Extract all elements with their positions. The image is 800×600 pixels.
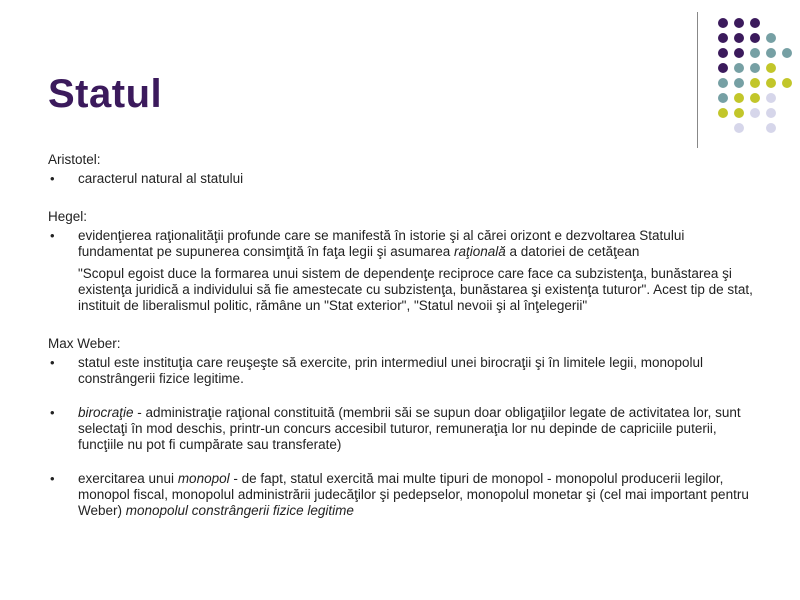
section-label-weber: Max Weber: xyxy=(48,336,121,351)
bullet-text: evidenţierea raţionalităţii profunde care se manifestă în istorie şi al cărei orizont e dezvoltarea Statului fundamentat pe supunerea consimţită în faţa legii şi asumarea xyxy=(78,228,685,259)
decorative-dot xyxy=(750,93,760,103)
decorative-dot xyxy=(766,78,776,88)
decorative-dot xyxy=(750,78,760,88)
bullet-item xyxy=(48,228,760,260)
decorative-dot xyxy=(734,33,744,43)
decorative-dot xyxy=(782,48,792,58)
section-label-aristotel: Aristotel: xyxy=(48,152,101,167)
decorative-dot xyxy=(766,48,776,58)
slide-body xyxy=(48,152,760,519)
decorative-dot xyxy=(734,18,744,28)
bullet-item xyxy=(48,405,760,453)
decorative-dot xyxy=(718,48,728,58)
bullet-text-emphasis: monopol xyxy=(177,471,230,486)
decorative-dot xyxy=(718,33,728,43)
bullet-icon: • xyxy=(50,228,55,243)
bullet-text: caracterul natural al statului xyxy=(78,171,244,186)
decorative-dot xyxy=(734,123,744,133)
bullet-item xyxy=(48,171,760,187)
bullet-icon: • xyxy=(50,171,55,186)
bullet-text-emphasis: monopolul constrângerii fizice legitime xyxy=(125,503,354,518)
slide-title: Statul xyxy=(48,72,163,116)
decorative-dot xyxy=(750,18,760,28)
bullet-text-emphasis: birocraţie xyxy=(78,405,134,420)
bullet-text: a datoriei de cetăţean xyxy=(505,244,640,259)
decorative-dot xyxy=(734,63,744,73)
decorative-dot xyxy=(718,108,728,118)
bullet-icon: • xyxy=(50,355,55,370)
section-label-hegel: Hegel: xyxy=(48,209,88,224)
bullet-text: statul este instituţia care reuşeşte să exercite, prin intermediul unei birocraţii şi în limitele legii, monopolul constrângerii fizice legitime. xyxy=(78,355,704,386)
decorative-dot xyxy=(766,33,776,43)
decorative-dot xyxy=(718,78,728,88)
decorative-dot xyxy=(718,93,728,103)
decorative-dot xyxy=(750,108,760,118)
bullet-item xyxy=(48,355,760,387)
decorative-dot xyxy=(718,18,728,28)
bullet-icon: • xyxy=(50,405,55,420)
bullet-text-emphasis: raţională xyxy=(453,244,506,259)
bullet-text: - administraţie raţional constituită (membrii săi se supun doar obligaţiilor legate de activitatea lor, sunt selectaţi în mod deschis, printr-un concurs accesibil tuturor, remuneraţia lor nu depinde de capriciile puterii, funcţiile nu pot fi cumpărate sau transferate) xyxy=(78,405,741,452)
bullet-item xyxy=(48,471,760,519)
decorative-dot xyxy=(782,78,792,88)
decorative-dot xyxy=(750,33,760,43)
decorative-dot xyxy=(718,63,728,73)
decorative-dot xyxy=(750,63,760,73)
hegel-quote: "Scopul egoist duce la formarea unui sistem de dependenţe reciproce care face ca subzistenţa, bunăstarea şi existenţa juridică a individului să fie amestecate cu subzistenţa, bunăstarea şi existenţa tuturor". Acest tip de stat, instituit de liberalismul politic, rămâne un "Stat exterior", "Statul nevoii şi al înţelegerii" xyxy=(78,266,753,313)
decorative-dot xyxy=(766,93,776,103)
decorative-dot xyxy=(750,48,760,58)
decorative-dot xyxy=(766,108,776,118)
decorative-dot xyxy=(766,63,776,73)
decorative-dot xyxy=(734,78,744,88)
decorative-dot xyxy=(766,123,776,133)
decorative-dot xyxy=(734,48,744,58)
decorative-vertical-line xyxy=(697,12,698,148)
decorative-dot xyxy=(734,93,744,103)
decorative-dot xyxy=(734,108,744,118)
bullet-text: exercitarea unui xyxy=(78,471,178,486)
bullet-icon: • xyxy=(50,471,55,486)
bullet-text: - de fapt, statul exercită mai multe tipuri de monopol - monopolul producerii legilor, monopol fiscal, monopolul administrării judecăţilor şi pedepselor, monopolul monetar şi (cel mai important pentru Weber) xyxy=(78,471,749,518)
